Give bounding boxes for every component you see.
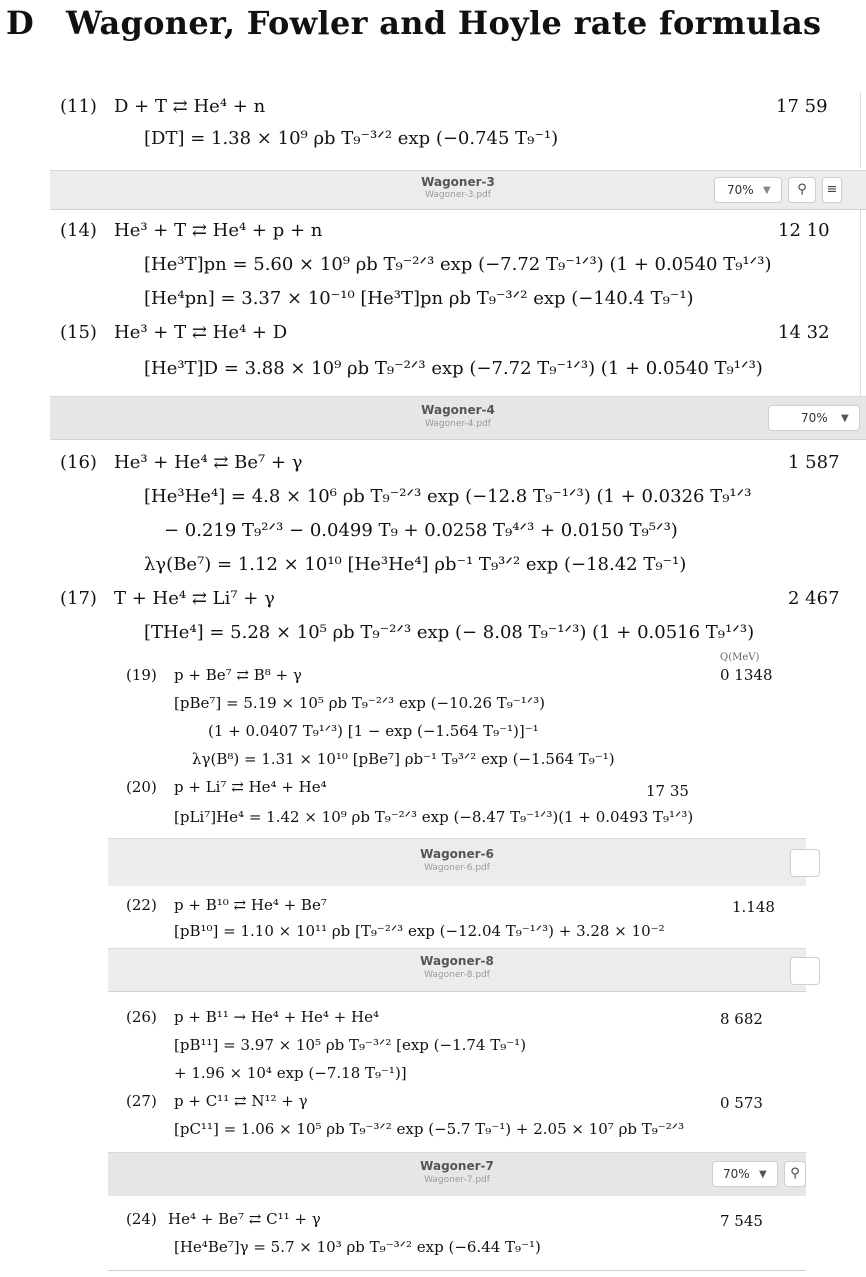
reaction-equation: He⁴ + Be⁷ ⇄ C¹¹ + γ: [168, 1210, 321, 1228]
rate-formula: [He³T]D = 3.88 × 10⁹ ρb T₉⁻²ᐟ³ exp (−7.72 T₉⁻¹ᐟ³) (1 + 0.0540 T₉¹ᐟ³): [144, 358, 763, 379]
zoom-select[interactable]: [790, 957, 820, 985]
viewer-page-wagoner-3: [50, 210, 861, 396]
reaction-number: (26): [126, 1008, 157, 1026]
reaction-q-value: 1.148: [732, 898, 775, 916]
search-icon: ⚲: [797, 182, 807, 197]
document-filename: Wagoner-4.pdf: [425, 419, 491, 429]
appendix-title: Wagoner, Fowler and Hoyle rate formulas: [66, 4, 822, 42]
reaction-q-value: 17 59: [776, 96, 828, 117]
rate-formula: [He⁴pn] = 3.37 × 10⁻¹⁰ [He³T]pn ρb T₉⁻³ᐟ² exp (−140.4 T₉⁻¹): [144, 288, 694, 309]
document-filename: Wagoner-8.pdf: [424, 970, 490, 980]
zoom-value: 70%: [801, 411, 828, 425]
document-title: Wagoner-4: [421, 403, 495, 417]
viewer-page-wagoner-7: [108, 1196, 806, 1271]
document-filename: Wagoner-6.pdf: [424, 863, 490, 873]
viewer-page-wagoner-6: [108, 886, 806, 948]
menu-icon: ≡: [826, 182, 838, 197]
rate-formula: [pB¹¹] = 3.97 × 10⁵ ρb T₉⁻³ᐟ² [exp (−1.74 T₉⁻¹): [174, 1036, 527, 1054]
rate-formula: [DT] = 1.38 × 10⁹ ρb T₉⁻³ᐟ² exp (−0.745 T₉⁻¹): [144, 128, 559, 149]
document-title: Wagoner-6: [420, 847, 494, 861]
reaction-number: (14): [60, 220, 97, 241]
rate-formula: λγ(B⁸) = 1.31 × 10¹⁰ [pBe⁷] ρb⁻¹ T₉³ᐟ² exp (−1.564 T₉⁻¹): [192, 750, 615, 768]
rate-formula: (1 + 0.0407 T₉¹ᐟ³) [1 − exp (−1.564 T₉⁻¹)]⁻¹: [208, 722, 539, 740]
zoom-select[interactable]: [790, 849, 820, 877]
reaction-equation: p + B¹⁰ ⇄ He⁴ + Be⁷: [174, 896, 327, 914]
viewer-toolbar-wagoner-6: [108, 838, 806, 888]
chevron-down-icon: ▼: [841, 413, 849, 424]
reaction-equation: p + B¹¹ → He⁴ + He⁴ + He⁴: [174, 1008, 379, 1026]
reaction-equation: T + He⁴ ⇄ Li⁷ + γ: [114, 588, 275, 609]
reaction-equation: He³ + He⁴ ⇄ Be⁷ + γ: [114, 452, 303, 473]
reaction-q-value: 7 545: [720, 1212, 763, 1230]
reaction-equation: p + Li⁷ ⇄ He⁴ + He⁴: [174, 778, 327, 796]
search-button[interactable]: [784, 1161, 806, 1187]
document-filename: Wagoner-7.pdf: [424, 1175, 490, 1185]
rate-formula: [He⁴Be⁷]γ = 5.7 × 10³ ρb T₉⁻³ᐟ² exp (−6.44 T₉⁻¹): [174, 1238, 541, 1256]
chevron-down-icon: ▼: [759, 1169, 767, 1180]
reaction-q-value: 2 467: [788, 588, 840, 609]
rate-formula: [pB¹⁰] = 1.10 × 10¹¹ ρb [T₉⁻²ᐟ³ exp (−12.04 T₉⁻¹ᐟ³) + 3.28 × 10⁻²: [174, 922, 665, 940]
viewer-toolbar-wagoner-4: [50, 396, 866, 440]
zoom-value: 70%: [727, 183, 754, 197]
reaction-q-value: 12 10: [778, 220, 830, 241]
reaction-number: (17): [60, 588, 97, 609]
reaction-number: (16): [60, 452, 97, 473]
zoom-select[interactable]: [768, 405, 860, 431]
zoom-select[interactable]: [712, 1161, 778, 1187]
menu-button[interactable]: [822, 177, 842, 203]
reaction-equation: D + T ⇄ He⁴ + n: [114, 96, 266, 117]
document-title: Wagoner-3: [421, 175, 495, 189]
appendix-heading: [6, 4, 821, 42]
rate-formula: [pBe⁷] = 5.19 × 10⁵ ρb T₉⁻²ᐟ³ exp (−10.26 T₉⁻¹ᐟ³): [174, 694, 545, 712]
search-icon: ⚲: [790, 1166, 800, 1181]
reaction-number: (19): [126, 666, 157, 684]
reaction-number: (15): [60, 322, 97, 343]
q-column-header: Q(MeV): [720, 652, 760, 663]
reaction-number: (24): [126, 1210, 157, 1228]
reaction-number: (22): [126, 896, 157, 914]
reaction-equation: p + Be⁷ ⇄ B⁸ + γ: [174, 666, 302, 684]
rate-formula: [pC¹¹] = 1.06 × 10⁵ ρb T₉⁻³ᐟ² exp (−5.7 T₉⁻¹) + 2.05 × 10⁷ ρb T₉⁻²ᐟ³: [174, 1120, 685, 1138]
viewer-page-wagoner-5: [108, 652, 806, 838]
rate-formula: [pLi⁷]He⁴ = 1.42 × 10⁹ ρb T₉⁻²ᐟ³ exp (−8.47 T₉⁻¹ᐟ³)(1 + 0.0493 T₉¹ᐟ³): [174, 808, 694, 826]
reaction-equation: p + C¹¹ ⇄ N¹² + γ: [174, 1092, 308, 1110]
rate-formula: + 1.96 × 10⁴ exp (−7.18 T₉⁻¹)]: [174, 1064, 407, 1082]
reaction-equation: He³ + T ⇄ He⁴ + D: [114, 322, 288, 343]
reaction-q-value: 17 35: [646, 782, 689, 800]
viewer-toolbar-wagoner-8: [108, 948, 806, 992]
reaction-number: (27): [126, 1092, 157, 1110]
rate-formula: λγ(Be⁷) = 1.12 × 10¹⁰ [He³He⁴] ρb⁻¹ T₉³ᐟ² exp (−18.42 T₉⁻¹): [144, 554, 687, 575]
viewer-page-wagoner-2: [50, 92, 861, 168]
appendix-letter: D: [6, 4, 35, 42]
zoom-value: 70%: [723, 1167, 750, 1181]
viewer-toolbar-wagoner-3: [50, 170, 866, 210]
reaction-number: (11): [60, 96, 97, 117]
reaction-q-value: 0 573: [720, 1094, 763, 1112]
document-filename: Wagoner-3.pdf: [425, 190, 491, 200]
document-title: Wagoner-7: [420, 1159, 494, 1173]
search-button[interactable]: [788, 177, 816, 203]
reaction-q-value: 0 1348: [720, 666, 773, 684]
reaction-number: (20): [126, 778, 157, 796]
rate-formula: − 0.219 T₉²ᐟ³ − 0.0499 T₉ + 0.0258 T₉⁴ᐟ³ + 0.0150 T₉⁵ᐟ³): [164, 520, 678, 541]
rate-formula: [He³T]pn = 5.60 × 10⁹ ρb T₉⁻²ᐟ³ exp (−7.72 T₉⁻¹ᐟ³) (1 + 0.0540 T₉¹ᐟ³): [144, 254, 772, 275]
document-title: Wagoner-8: [420, 954, 494, 968]
viewer-page-wagoner-4: [50, 440, 866, 656]
reaction-q-value: 14 32: [778, 322, 830, 343]
zoom-select[interactable]: [714, 177, 782, 203]
viewer-page-wagoner-8: [108, 996, 806, 1152]
chevron-down-icon: ▼: [763, 185, 771, 196]
reaction-equation: He³ + T ⇄ He⁴ + p + n: [114, 220, 323, 241]
rate-formula: [THe⁴] = 5.28 × 10⁵ ρb T₉⁻²ᐟ³ exp (− 8.08 T₉⁻¹ᐟ³) (1 + 0.0516 T₉¹ᐟ³): [144, 622, 755, 643]
rate-formula: [He³He⁴] = 4.8 × 10⁶ ρb T₉⁻²ᐟ³ exp (−12.8 T₉⁻¹ᐟ³) (1 + 0.0326 T₉¹ᐟ³: [144, 486, 752, 507]
reaction-q-value: 8 682: [720, 1010, 763, 1028]
viewer-toolbar-wagoner-7: [108, 1152, 806, 1198]
reaction-q-value: 1 587: [788, 452, 840, 473]
